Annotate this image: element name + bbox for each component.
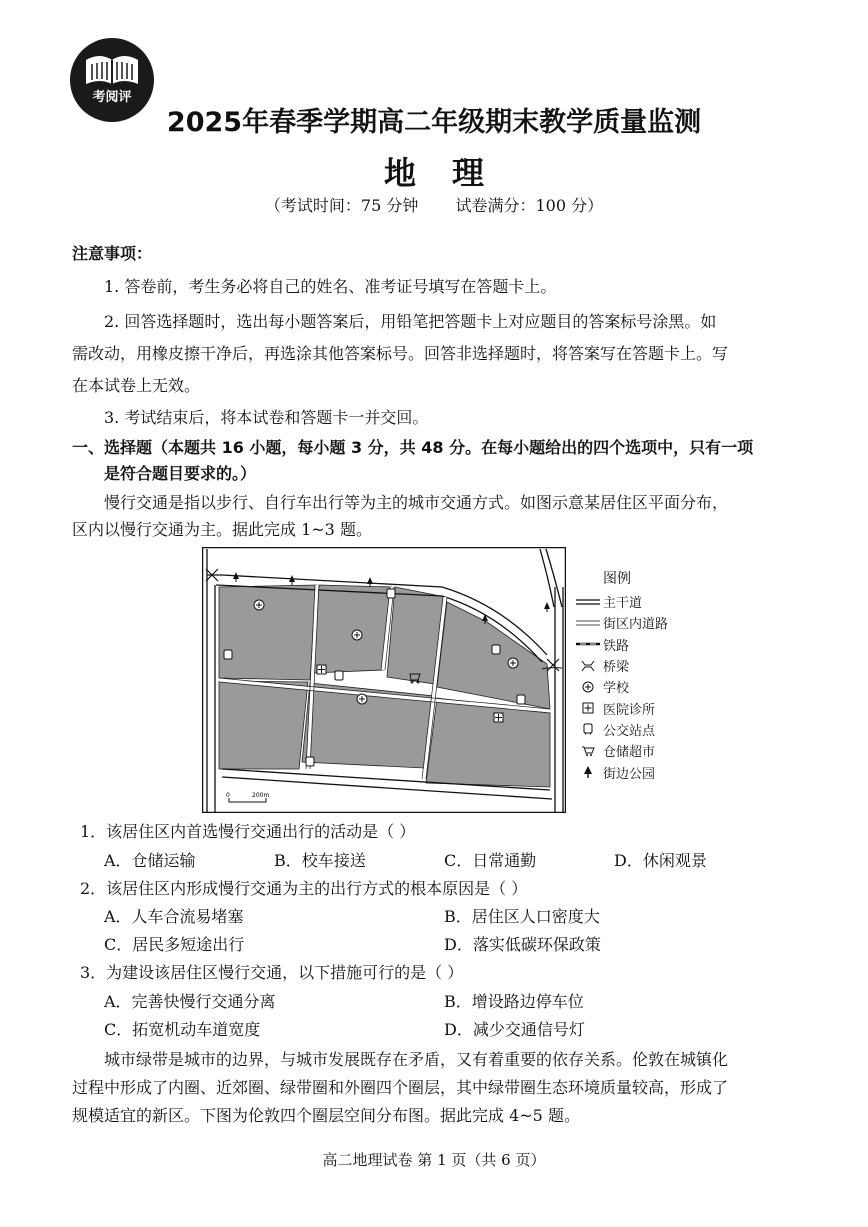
question-2-option-c: C．居民多短途出行	[104, 935, 245, 954]
question-3-option-a: A．完善快慢行交通分离	[104, 992, 276, 1011]
block-nw	[219, 585, 317, 680]
notice-item-2-line-2: 需改动，用橡皮擦干净后，再选涂其他答案标号。回答非选择题时，将答案写在答题卡上。写	[72, 344, 729, 363]
school-icon	[575, 681, 601, 693]
question-2-stem: 2．该居住区内形成慢行交通为主的出行方式的根本原因是（ ）	[80, 879, 528, 898]
question-3-stem: 3．为建设该居住区慢行交通，以下措施可行的是（ ）	[80, 963, 464, 982]
question-1-stem: 1．该居住区内首选慢行交通出行的活动是（ ）	[80, 822, 416, 841]
legend-item-school: 学校	[575, 676, 668, 697]
legend-item-railway: 铁路	[575, 634, 668, 655]
notice-item-3: 3. 考试结束后，将本试卷和答题卡一并交回。	[104, 408, 429, 427]
question-3-option-d: D．减少交通信号灯	[444, 1020, 585, 1039]
scale-label: 200m	[252, 792, 270, 799]
question-2-option-a: A．人车合流易堵塞	[104, 907, 244, 926]
legend-item-bridge: 桥梁	[575, 655, 668, 676]
legend-item-bus-stop: 公交站点	[575, 719, 668, 740]
railway-symbol-icon	[575, 640, 601, 648]
tree-icon	[575, 765, 601, 779]
exam-time: （考试时间：75 分钟	[264, 196, 419, 215]
passage-2-line-2: 过程中形成了内圈、近郊圈、绿带圈和外圈四个圈层，其中绿带圈生态环境质量较高，形成了	[72, 1078, 729, 1097]
passage-1-line-1: 慢行交通是指以步行、自行车出行等为主的城市交通方式。如图示意某居住区平面分布，	[104, 493, 729, 512]
question-2-option-d: D．落实低碳环保政策	[444, 935, 601, 954]
question-1-option-d: D．休闲观景	[614, 851, 707, 870]
page-footer: 高二地理试卷 第 1 页（共 6 页）	[322, 1151, 546, 1169]
question-1-option-a: A．仓储运输	[104, 851, 196, 870]
legend-item-hospital: 医院诊所	[575, 697, 668, 718]
notice-item-2-line-1: 2. 回答选择题时，选出每小题答案后，用铅笔把答题卡上对应题目的答案标号涂黑。如	[104, 312, 717, 331]
exam-info	[0, 193, 868, 216]
logo-text: 考阅评	[92, 90, 132, 105]
legend-item-internal-road: 街区内道路	[575, 612, 668, 633]
question-3-option-b: B．增设路边停车位	[444, 992, 584, 1011]
passage-2-line-1: 城市绿带是城市的边界，与城市发展既存在矛盾，又有着重要的依存关系。伦敦在城镇化	[104, 1050, 729, 1069]
hospital-icon	[575, 702, 601, 714]
passage-2-line-3: 规模适宜的新区。下图为伦敦四个圈层空间分布图。据此完成 4~5 题。	[72, 1106, 580, 1125]
bridge-icon	[575, 660, 601, 672]
notice-item-1: 1. 答卷前，考生务必将自己的姓名、准考证号填写在答题卡上。	[104, 277, 557, 296]
map-legend	[575, 568, 668, 783]
section-1-heading-line-1: 一、选择题（本题共 16 小题，每小题 3 分，共 48 分。在每小题给出的四个选项中，只有一项	[72, 438, 754, 457]
passage-1-line-2: 区内以慢行交通为主。据此完成 1~3 题。	[72, 520, 372, 539]
legend-item-warehouse-supermarket: 仓储超市	[575, 740, 668, 761]
legend-item-main-road: 主干道	[575, 591, 668, 612]
notice-item-2-line-3: 在本试卷上无效。	[72, 376, 201, 395]
question-2-option-b: B．居住区人口密度大	[444, 907, 600, 926]
block-n1	[312, 585, 392, 673]
main-road-symbol-icon	[575, 598, 601, 606]
shopping-cart-icon	[575, 745, 601, 757]
question-1-option-c: C．日常通勤	[444, 851, 537, 870]
residential-area-map	[202, 547, 566, 813]
scale-zero: 0	[226, 792, 230, 799]
question-1-option-b: B．校车接送	[274, 851, 366, 870]
question-3-option-c: C．拓宽机动车道宽度	[104, 1020, 261, 1039]
exam-title: 2025年春季学期高二年级期末教学质量监测	[166, 107, 702, 138]
notice-heading: 注意事项：	[72, 244, 153, 263]
subject-title: 地理	[383, 154, 520, 192]
full-score: 试卷满分：100 分）	[455, 196, 604, 215]
legend-title: 图例	[603, 571, 631, 587]
section-1-heading-line-2: 是符合题目要求的。）	[104, 464, 257, 483]
legend-item-street-park: 街边公园	[575, 761, 668, 782]
internal-road-symbol-icon	[575, 619, 601, 627]
bus-stop-icon	[575, 723, 601, 735]
block-sw	[219, 681, 308, 769]
